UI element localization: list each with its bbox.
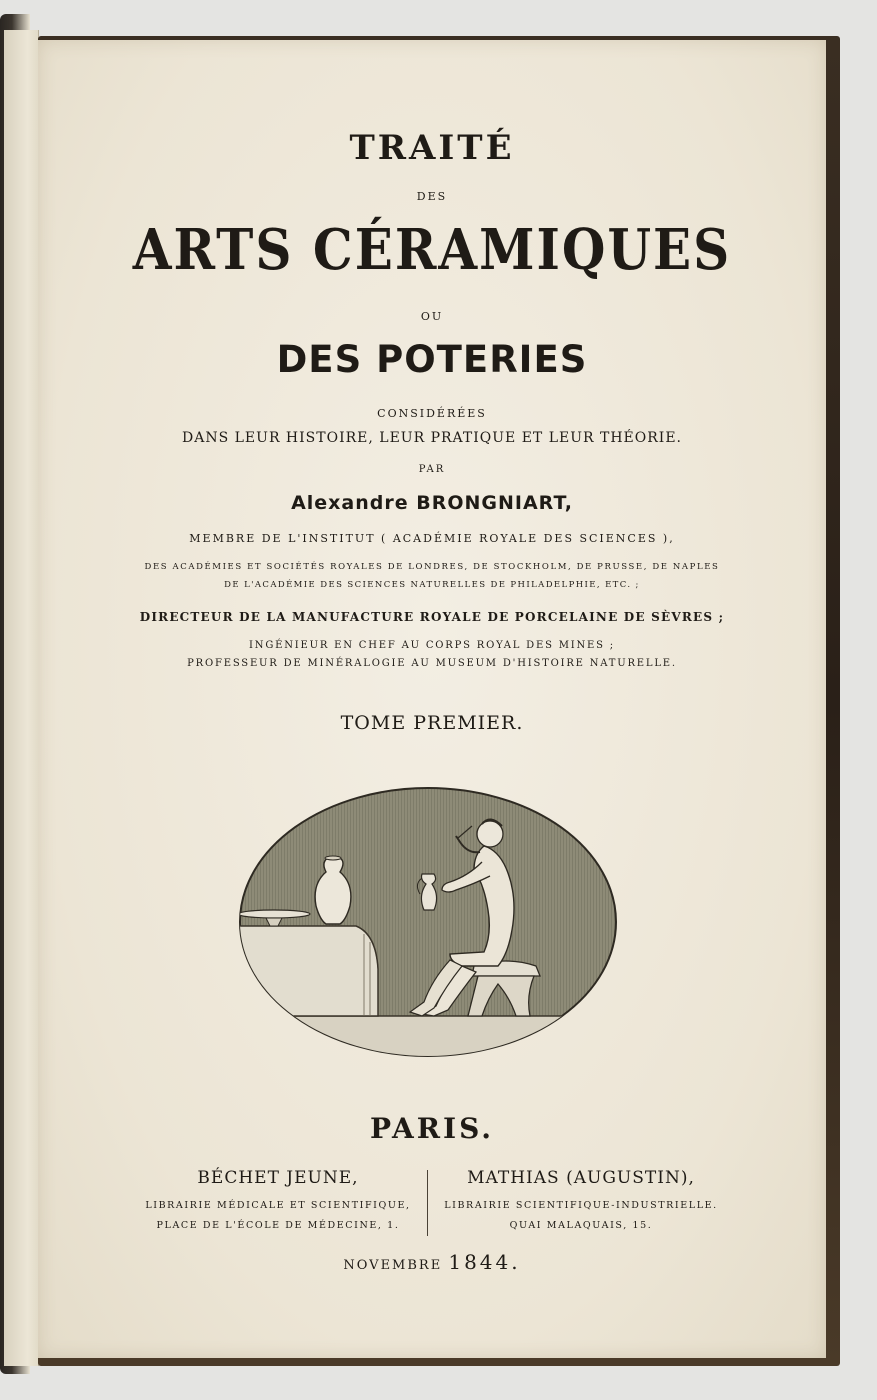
publication-date	[38, 1250, 826, 1274]
subtitle-histoire: DANS LEUR HISTOIRE, LEUR PRATIQUE ET LEUR THÉORIE.	[182, 430, 682, 446]
title-traite: TRAITÉ	[349, 128, 515, 168]
publisher-right-line1: LIBRAIRIE SCIENTIFIQUE-INDUSTRIELLE.	[444, 1200, 718, 1211]
author-academies-line1: DES ACADÉMIES ET SOCIÉTÉS ROYALES DE LONDRES, DE STOCKHOLM, DE PRUSSE, DE NAPLES	[144, 562, 720, 572]
publication-year: 1844.	[448, 1250, 521, 1274]
publisher-left-line2: PLACE DE L'ÉCOLE DE MÉDECINE, 1.	[156, 1220, 400, 1231]
publisher-divider	[427, 1170, 428, 1236]
left-page-edge	[4, 30, 39, 1366]
author-professeur: PROFESSEUR DE MINÉRALOGIE AU MUSEUM D'HISTOIRE NATURELLE.	[187, 658, 677, 669]
title-ou: OU	[420, 310, 444, 323]
author-membre: MEMBRE DE L'INSTITUT ( ACADÉMIE ROYALE DES SCIENCES ),	[189, 532, 675, 545]
author-academies-line2: DE L'ACADÉMIE DES SCIENCES NATURELLES DE PHILADELPHIE, ETC. ;	[224, 580, 640, 590]
publisher-right-name: MATHIAS (AUGUSTIN),	[467, 1168, 695, 1188]
publisher-left-name: BÉCHET JEUNE,	[197, 1168, 359, 1188]
author-ingenieur: INGÉNIEUR EN CHEF AU CORPS ROYAL DES MINES ;	[249, 640, 615, 651]
publisher-right-line2: QUAI MALAQUAIS, 15.	[509, 1220, 653, 1231]
title-page	[38, 40, 826, 1358]
publisher-left-line1: LIBRAIRIE MÉDICALE ET SCIENTIFIQUE,	[145, 1200, 411, 1211]
author-directeur: DIRECTEUR DE LA MANUFACTURE ROYALE DE PORCELAINE DE SÈVRES ;	[139, 610, 725, 624]
potter-vignette-illustration	[236, 784, 620, 1060]
title-arts-ceramiques: ARTS CÉRAMIQUES	[132, 216, 732, 283]
title-des: DES	[416, 190, 448, 203]
author-name: Alexandre BRONGNIART,	[291, 492, 573, 514]
par-label: PAR	[418, 464, 446, 475]
publication-month: NOVEMBRE	[343, 1258, 443, 1273]
subtitle-considerees: CONSIDÉRÉES	[377, 407, 487, 420]
tome-label: TOME PREMIER.	[340, 712, 524, 734]
imprint-city: PARIS.	[369, 1112, 495, 1145]
title-des-poteries: DES POTERIES	[276, 338, 588, 381]
